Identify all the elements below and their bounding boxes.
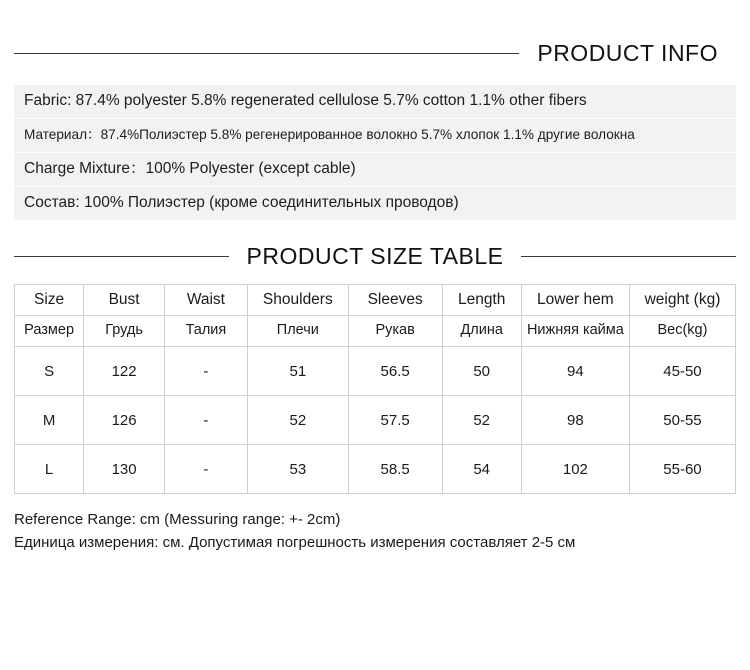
cell-length: 52: [442, 396, 521, 445]
header-cell: Size: [15, 285, 84, 316]
product-info-page: [0, 40, 750, 670]
product-info-heading: [0, 40, 750, 67]
cell-weight: 55-60: [629, 445, 735, 494]
info-row-charge-mixture-ru: [14, 187, 736, 221]
info-row-fabric-en: [14, 85, 736, 119]
info-row-text: Состав: 100% Полиэстер (кроме соединительных проводов): [24, 194, 459, 212]
cell-weight: 50-55: [629, 396, 735, 445]
header-cell: Размер: [15, 316, 84, 347]
header-cell: Рукав: [348, 316, 442, 347]
cell-waist: -: [164, 445, 247, 494]
header-cell: Waist: [164, 285, 247, 316]
info-row-fabric-ru: [14, 119, 736, 153]
cell-sleeves: 57.5: [348, 396, 442, 445]
size-table-head: [15, 285, 736, 347]
size-table-body: [15, 347, 736, 494]
header-cell: Нижняя кайма: [521, 316, 629, 347]
header-cell: Длина: [442, 316, 521, 347]
cell-waist: -: [164, 347, 247, 396]
header-cell: Length: [442, 285, 521, 316]
table-row: [15, 347, 736, 396]
info-row-text: Материал：87.4%Полиэстер 5.8% регенерированное волокно 5.7% хлопок 1.1% другие волокна: [24, 127, 635, 143]
cell-bust: 126: [84, 396, 165, 445]
cell-length: 50: [442, 347, 521, 396]
header-cell: Sleeves: [348, 285, 442, 316]
size-table-header-row-en: [15, 285, 736, 316]
heading-rule-left: [14, 256, 229, 257]
header-cell: weight (kg): [629, 285, 735, 316]
header-cell: Shoulders: [247, 285, 348, 316]
cell-lower-hem: 94: [521, 347, 629, 396]
product-info-title: PRODUCT INFO: [537, 40, 718, 66]
header-cell: Вес(kg): [629, 316, 735, 347]
info-row-charge-mixture-en: [14, 153, 736, 187]
header-cell: Lower hem: [521, 285, 629, 316]
heading-rule-left: [14, 53, 519, 54]
info-row-text: Fabric: 87.4% polyester 5.8% regenerated cellulose 5.7% cotton 1.1% other fibers: [24, 92, 587, 110]
size-table-header-row-ru: [15, 316, 736, 347]
cell-bust: 122: [84, 347, 165, 396]
cell-lower-hem: 98: [521, 396, 629, 445]
cell-waist: -: [164, 396, 247, 445]
cell-weight: 45-50: [629, 347, 735, 396]
footnote-en: Reference Range: cm (Messuring range: +- 2cm): [14, 511, 341, 528]
cell-sleeves: 56.5: [348, 347, 442, 396]
cell-length: 54: [442, 445, 521, 494]
product-info-list: [0, 85, 750, 221]
size-table-wrapper: [0, 284, 750, 494]
product-size-table-heading: [0, 243, 750, 270]
cell-size: M: [15, 396, 84, 445]
cell-shoulders: 52: [247, 396, 348, 445]
cell-bust: 130: [84, 445, 165, 494]
header-cell: Плечи: [247, 316, 348, 347]
cell-size: L: [15, 445, 84, 494]
cell-lower-hem: 102: [521, 445, 629, 494]
footnote-ru: Единица измерения: см. Допустимая погрешность измерения составляет 2-5 см: [14, 534, 576, 552]
header-cell: Грудь: [84, 316, 165, 347]
info-row-text: Charge Mixture：100% Polyester (except cable): [24, 160, 356, 178]
table-row: [15, 396, 736, 445]
cell-shoulders: 51: [247, 347, 348, 396]
cell-sleeves: 58.5: [348, 445, 442, 494]
size-table: [14, 284, 736, 494]
header-cell: Талия: [164, 316, 247, 347]
heading-rule-right: [521, 256, 736, 257]
cell-shoulders: 53: [247, 445, 348, 494]
product-size-table-title: PRODUCT SIZE TABLE: [246, 243, 504, 269]
table-row: [15, 445, 736, 494]
cell-size: S: [15, 347, 84, 396]
measurement-footnotes: [0, 508, 750, 555]
header-cell: Bust: [84, 285, 165, 316]
